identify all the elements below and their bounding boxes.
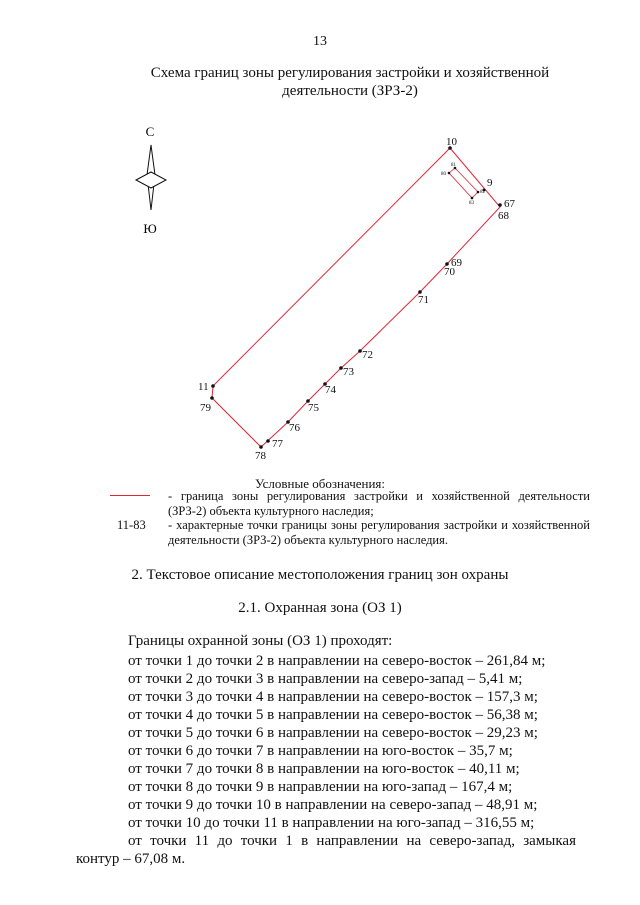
point-label-72: 72 bbox=[362, 349, 373, 361]
legend-boundary-line-sample bbox=[110, 495, 150, 496]
zrz2-boundary-line bbox=[212, 148, 500, 447]
scheme-title-line2: деятельности (ЗРЗ-2) bbox=[282, 83, 418, 99]
point-77-marker bbox=[266, 439, 270, 443]
point-label-67: 67 bbox=[504, 198, 515, 210]
point-79-marker bbox=[210, 396, 214, 400]
point-label-79: 79 bbox=[200, 402, 211, 414]
compass-south-label: Ю bbox=[143, 221, 157, 236]
compass-rose-icon bbox=[136, 124, 166, 236]
point-label-73: 73 bbox=[343, 366, 354, 378]
point-11-marker bbox=[211, 384, 215, 388]
description-line: от точки 9 до точки 10 в направлении на северо-запад – 48,91 м; bbox=[128, 796, 538, 813]
description-line: от точки 1 до точки 2 в направлении на северо-восток – 261,84 м; bbox=[128, 652, 546, 669]
point-label-77: 77 bbox=[272, 438, 283, 450]
description-line: от точки 7 до точки 8 в направлении на юго-восток – 40,11 м; bbox=[128, 760, 520, 777]
scheme-title-line1: Схема границ зоны регулирования застройки и хозяйственной bbox=[150, 65, 550, 81]
legend-points-code: 11-83 bbox=[117, 518, 146, 532]
subsection-heading: 2.1. Охранная зона (ОЗ 1) bbox=[238, 600, 402, 616]
point-label-80: 80 bbox=[441, 172, 446, 177]
point-78-marker bbox=[259, 445, 263, 449]
legend-heading: Условные обозначения: bbox=[254, 476, 386, 491]
inner-boundary-line bbox=[449, 168, 478, 198]
point-label-10: 10 bbox=[446, 136, 457, 148]
point-label-71: 71 bbox=[418, 294, 429, 306]
page-number: 13 bbox=[313, 34, 327, 49]
legend-boundary-description: - граница зоны регулирования застройки и хозяйственной деятельности (ЗРЗ-2) объекта культурного наследия; bbox=[168, 489, 590, 518]
description-line: от точки 6 до точки 7 в направлении на юго-восток – 35,7 м; bbox=[128, 742, 513, 759]
description-line: от точки 3 до точки 4 в направлении на северо-восток – 157,3 м; bbox=[128, 688, 538, 705]
description-line: от точки 4 до точки 5 в направлении на северо-восток – 56,38 м; bbox=[128, 706, 538, 723]
point-label-83: 83 bbox=[469, 201, 474, 206]
section-heading: 2. Текстовое описание местоположения границ зон охраны bbox=[131, 567, 509, 583]
point-67-marker bbox=[498, 203, 502, 207]
point-label-81: 81 bbox=[451, 163, 456, 168]
description-line: от точки 8 до точки 9 в направлении на юго-запад – 167,4 м; bbox=[128, 778, 513, 795]
point-label-78: 78 bbox=[255, 450, 266, 462]
point-label-9: 9 bbox=[487, 177, 493, 189]
point-label-70: 70 bbox=[444, 266, 455, 278]
point-label-74: 74 bbox=[325, 384, 336, 396]
description-intro: Границы охранной зоны (ОЗ 1) проходят: bbox=[128, 633, 393, 649]
description-line: от точки 5 до точки 6 в направлении на северо-восток – 29,23 м; bbox=[128, 724, 538, 741]
compass-north-label: С bbox=[145, 124, 155, 139]
point-83-marker bbox=[471, 197, 474, 200]
point-label-75: 75 bbox=[308, 402, 319, 414]
point-label-68: 68 bbox=[498, 210, 509, 222]
point-label-69: 69 bbox=[451, 257, 462, 269]
point-label-76: 76 bbox=[289, 422, 300, 434]
legend-points-description: - характерные точки границы зоны регулирования застройки и хозяйственной деятельности (ЗРЗ-2) объекта культурного наследия. bbox=[168, 518, 590, 547]
point-82-marker bbox=[477, 191, 480, 194]
description-last-line-1: от точки 11 до точки 1 в направлении на северо-запад, замыкая bbox=[128, 832, 576, 849]
boundary-points bbox=[210, 146, 502, 449]
description-line: от точки 2 до точки 3 в направлении на северо-запад – 5,41 м; bbox=[128, 670, 523, 687]
point-label-11: 11 bbox=[198, 381, 209, 393]
description-last-line-2: контур – 67,08 м. bbox=[76, 851, 186, 867]
point-label-82: 82 bbox=[480, 190, 485, 195]
point-80-marker bbox=[448, 172, 451, 175]
description-line: от точки 10 до точки 11 в направлении на юго-запад – 316,55 м; bbox=[128, 814, 535, 831]
